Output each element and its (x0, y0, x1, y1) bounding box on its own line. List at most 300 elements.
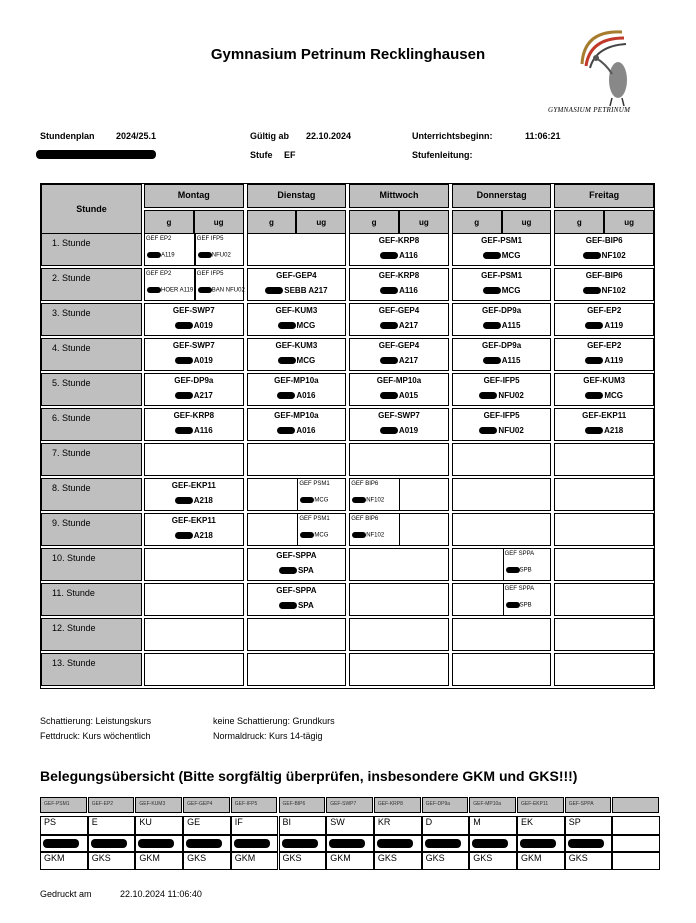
course-room (147, 252, 175, 259)
course-room (506, 602, 532, 609)
course-code: GEF-GEP4 (378, 341, 420, 350)
belegung-type: GKS (183, 852, 231, 870)
redaction (147, 287, 161, 293)
course-code: GEF-BIP6 (585, 236, 623, 245)
course-room (145, 356, 243, 365)
course-code: GEF-MP10a (376, 376, 422, 385)
course-room (300, 497, 328, 504)
course-code: GEF-EP2 (587, 306, 622, 315)
belegung-course: GEF-IFP5 (231, 797, 278, 813)
redaction (147, 252, 161, 258)
belegung-redacted (183, 835, 231, 852)
timetable-cell (452, 583, 552, 616)
redaction (520, 839, 556, 848)
course-code: GEF-EKP11 (171, 516, 216, 525)
belegung-type: GKS (469, 852, 517, 870)
belegung-type: GKS (565, 852, 613, 870)
redaction (175, 322, 193, 329)
course-code: GEF-IFP5 (483, 411, 520, 420)
redaction (278, 357, 296, 364)
belegung-redacted (517, 835, 565, 852)
belegung-course: GEF-MP10a (469, 797, 516, 813)
belegung-subject: PS (40, 816, 88, 835)
timetable-cell (144, 268, 244, 301)
room-label: A218 (193, 531, 213, 540)
sub-header-ug: ug (194, 210, 244, 234)
belegung-course: GEF-KUM3 (135, 797, 182, 813)
room-label: SPA (297, 601, 314, 610)
room-label: MCG (501, 286, 521, 295)
room-label: MCG (314, 497, 329, 504)
sub-header-ug: ug (296, 210, 346, 234)
timetable-cell (452, 653, 552, 686)
course-code: GEF-EKP11 (582, 411, 627, 420)
sub-header-g: g (452, 210, 502, 234)
belegung-subject: KR (374, 816, 422, 835)
belegung-subject: SP (565, 816, 613, 835)
timetable-cell (247, 233, 347, 266)
timetable-cell (144, 618, 244, 651)
belegung-course: GEF-SPPA (565, 797, 612, 813)
stunde-row-label: 4. Stunde (41, 338, 142, 371)
timetable-cell (349, 373, 449, 406)
belegung-redacted (422, 835, 470, 852)
redaction (175, 392, 193, 399)
legend-no-shading: keine Schattierung: Grundkurs (213, 716, 335, 726)
room-label: NF102 (601, 286, 626, 295)
belegung-redacted (231, 835, 279, 852)
school-logo (574, 24, 636, 108)
timetable-cell (554, 268, 654, 301)
redaction (278, 322, 296, 329)
timetable-cell (247, 583, 347, 616)
redaction (138, 839, 174, 848)
redaction (506, 602, 520, 608)
belegung-type: GKS (374, 852, 422, 870)
course-code: GEF BIP6 (351, 481, 379, 487)
room-label: A116 (399, 251, 418, 260)
timetable-cell (247, 548, 347, 581)
unterricht-value: 11:06:21 (525, 131, 561, 141)
room-label: NFU02 (211, 252, 231, 259)
course-code: GEF EP2 (146, 271, 172, 277)
school-title: Gymnasium Petrinum Recklinghausen (210, 46, 486, 63)
redacted-name (36, 150, 156, 159)
course-room (248, 356, 346, 365)
timetable-cell (349, 653, 449, 686)
printed-value: 22.10.2024 11:06:40 (120, 889, 202, 899)
belegung-course (612, 797, 659, 813)
room-label: A217 (193, 391, 213, 400)
course-code: GEF-MP10a (274, 411, 319, 420)
room-label: HOER A119 (161, 287, 194, 294)
timetable-cell (554, 408, 654, 441)
timetable-cell (554, 443, 654, 476)
course-room (453, 251, 551, 260)
legend-normal: Normaldruck: Kurs 14-tägig (213, 731, 323, 741)
timetable-cell (349, 338, 449, 371)
course-sub-cell (503, 549, 553, 580)
course-code: GEF IFP5 (196, 271, 224, 277)
course-room (350, 426, 448, 435)
timetable-cell (247, 478, 347, 511)
course-code: GEF-EP2 (587, 341, 622, 350)
course-code: GEF BIP6 (351, 516, 379, 522)
timetable-cell (247, 373, 347, 406)
belegung-type: GKM (40, 852, 88, 870)
course-room (453, 391, 551, 400)
course-code: GEF-KUM3 (275, 306, 318, 315)
day-header: Freitag (554, 184, 654, 208)
redaction (277, 427, 295, 434)
day-header: Dienstag (247, 184, 347, 208)
timetable-cell (247, 408, 347, 441)
belegung-subject: IF (231, 816, 279, 835)
redaction (175, 357, 193, 364)
course-room (248, 601, 346, 610)
timetable-cell (452, 443, 552, 476)
timetable-cell (452, 233, 552, 266)
room-label: MCG (296, 356, 316, 365)
redaction (300, 532, 314, 538)
timetable-cell (349, 408, 449, 441)
course-code: GEF-SWP7 (378, 411, 420, 420)
room-label: NF102 (601, 251, 626, 260)
timetable-cell (247, 653, 347, 686)
course-code: GEF PSM1 (299, 481, 330, 487)
timetable-cell (349, 303, 449, 336)
redaction (483, 322, 501, 329)
belegung-course: GEF-GEP4 (183, 797, 230, 813)
room-label: SEBB A217 (284, 286, 328, 295)
stufe-value: EF (284, 150, 296, 160)
redaction (352, 532, 366, 538)
timetable-cell (247, 513, 347, 546)
belegung-type: GKM (517, 852, 565, 870)
sub-header-g: g (144, 210, 194, 234)
room-label: A116 (399, 286, 418, 295)
belegung-course: GEF-EP2 (88, 797, 135, 813)
course-room (300, 532, 328, 539)
redaction (265, 287, 283, 294)
sub-header-g: g (349, 210, 399, 234)
redaction (377, 839, 413, 848)
timetable-cell (554, 653, 654, 686)
timetable-cell (554, 373, 654, 406)
course-code: GEF-BIP6 (585, 271, 623, 280)
redaction (300, 497, 314, 503)
timetable-cell (452, 513, 552, 546)
course-room (350, 391, 448, 400)
belegung-redacted (279, 835, 327, 852)
room-label: SPB (519, 567, 532, 574)
course-room (453, 321, 551, 330)
course-room (555, 426, 653, 435)
course-code: GEF-SPPA (276, 586, 317, 595)
stunde-row-label: 10. Stunde (41, 548, 142, 581)
course-code: GEF-KRP8 (378, 271, 420, 280)
course-room (506, 567, 532, 574)
room-label: A119 (604, 321, 624, 330)
day-header: Mittwoch (349, 184, 449, 208)
course-code: GEF SPPA (504, 586, 535, 592)
course-code: GEF IFP5 (196, 236, 224, 242)
belegung-subject (612, 816, 660, 835)
course-room (555, 286, 653, 295)
course-code: GEF-GEP4 (378, 306, 420, 315)
timetable-cell (349, 268, 449, 301)
belegung-redacted (469, 835, 517, 852)
course-room (145, 531, 243, 540)
belegung-redacted (40, 835, 88, 852)
timetable-cell (144, 408, 244, 441)
timetable-cell (144, 303, 244, 336)
course-room (145, 426, 243, 435)
timetable-cell (144, 373, 244, 406)
room-label: A019 (398, 426, 419, 435)
room-label: NF102 (366, 532, 385, 539)
stundenplan-label: Stundenplan (40, 131, 95, 141)
legend-shading: Schattierung: Leistungskurs (40, 716, 152, 726)
belegung-redacted (135, 835, 183, 852)
belegung-course: GEF-KRP8 (374, 797, 421, 813)
course-code: GEF-SWP7 (172, 306, 215, 315)
redaction (585, 427, 603, 434)
course-code: GEF-KRP8 (378, 236, 420, 245)
course-room (147, 287, 193, 294)
stunde-row-label: 1. Stunde (41, 233, 142, 266)
room-label: NFU02 (498, 391, 524, 400)
sub-header-ug: ug (399, 210, 449, 234)
timetable-cell (247, 443, 347, 476)
belegung-course: GEF-BIP6 (279, 797, 326, 813)
belegung-type: GKM (326, 852, 374, 870)
redaction (425, 839, 461, 848)
timetable-cell (554, 548, 654, 581)
belegung-type: GKM (231, 852, 279, 870)
room-label: A218 (604, 426, 624, 435)
stunde-row-label: 5. Stunde (41, 373, 142, 406)
belegung-type: GKS (422, 852, 470, 870)
room-label: MCG (296, 321, 316, 330)
stunde-row-label: 12. Stunde (41, 618, 142, 651)
course-room (350, 356, 448, 365)
course-sub-cell (350, 479, 400, 510)
room-label: A015 (398, 391, 419, 400)
redaction (585, 322, 603, 329)
timetable-cell (247, 303, 347, 336)
redaction (198, 287, 212, 293)
timetable-cell (452, 303, 552, 336)
timetable-cell (144, 548, 244, 581)
redaction (568, 839, 604, 848)
sub-header-g: g (247, 210, 297, 234)
timetable-cell (554, 618, 654, 651)
stunde-row-label: 2. Stunde (41, 268, 142, 301)
redaction (380, 322, 398, 329)
course-code: GEF PSM1 (299, 516, 330, 522)
timetable-cell (349, 233, 449, 266)
timetable-cell (349, 478, 449, 511)
room-label: MCG (501, 251, 521, 260)
belegung-subject: KU (135, 816, 183, 835)
room-label: A019 (193, 356, 213, 365)
belegung-subject: D (422, 816, 470, 835)
course-room (248, 426, 346, 435)
course-room (350, 286, 448, 295)
room-label: A016 (296, 426, 316, 435)
timetable-cell (349, 443, 449, 476)
room-label: SPB (519, 602, 532, 609)
redaction (472, 839, 508, 848)
course-room (555, 251, 653, 260)
timetable-cell (452, 268, 552, 301)
timetable-cell (247, 268, 347, 301)
belegung-subject: EK (517, 816, 565, 835)
course-room (555, 391, 653, 400)
course-sub-cell (195, 234, 245, 265)
redaction (277, 392, 295, 399)
timetable-cell (349, 618, 449, 651)
redaction (198, 252, 212, 258)
course-sub-cell (195, 269, 245, 300)
course-code: GEF-GEP4 (276, 271, 317, 280)
belegung-subject: M (469, 816, 517, 835)
redaction (585, 357, 603, 364)
sub-header-g: g (554, 210, 604, 234)
redaction (380, 287, 398, 294)
belegung-subject: BI (279, 816, 327, 835)
course-code: GEF-DP9a (482, 306, 522, 315)
gueltig-label: Gültig ab (250, 131, 289, 141)
belegung-course: GEF-EKP11 (517, 797, 564, 813)
course-code: GEF EP2 (146, 236, 172, 242)
stunde-row-label: 9. Stunde (41, 513, 142, 546)
stunde-row-label: 13. Stunde (41, 653, 142, 686)
course-code: GEF-KRP8 (173, 411, 215, 420)
sub-header-ug: ug (604, 210, 654, 234)
redaction (483, 357, 501, 364)
legend-bold: Fettdruck: Kurs wöchentlich (40, 731, 151, 741)
timetable-cell (554, 303, 654, 336)
course-code: GEF-KUM3 (583, 376, 626, 385)
day-header: Montag (144, 184, 244, 208)
belegung-redacted (612, 835, 660, 852)
gueltig-value: 22.10.2024 (306, 131, 352, 141)
timetable-cell (554, 233, 654, 266)
room-label: MCG (314, 532, 329, 539)
course-room (350, 321, 448, 330)
stunde-row-label: 11. Stunde (41, 583, 142, 616)
course-room (248, 566, 346, 575)
room-label: A115 (501, 356, 521, 365)
redaction (282, 839, 318, 848)
course-sub-cell (297, 479, 347, 510)
redaction (352, 497, 366, 503)
sub-header-ug: ug (502, 210, 552, 234)
unterricht-label: Unterrichtsbeginn: (412, 131, 493, 141)
redaction (43, 839, 79, 848)
stundenplan-value: 2024/25.1 (116, 131, 157, 141)
timetable-cell (554, 583, 654, 616)
room-label: BAN NFU02 (211, 287, 245, 294)
course-room (198, 252, 231, 259)
redaction (585, 392, 603, 399)
redaction (583, 252, 601, 259)
timetable-cell (349, 548, 449, 581)
printed-label: Gedruckt am (40, 889, 92, 899)
room-label: A218 (193, 496, 213, 505)
course-sub-cell (503, 584, 553, 615)
belegung-redacted (88, 835, 136, 852)
redaction (506, 567, 520, 573)
timetable (40, 183, 655, 689)
logo-text: GYMNASIUM PETRINUM (548, 106, 631, 114)
course-code: GEF-PSM1 (481, 236, 523, 245)
room-label: A116 (193, 426, 213, 435)
course-room (248, 321, 346, 330)
belegung-subject: E (88, 816, 136, 835)
course-room (555, 321, 653, 330)
room-label: A217 (398, 356, 419, 365)
course-code: GEF-MP10a (274, 376, 319, 385)
belegung-type: GKS (279, 852, 327, 870)
redaction (175, 497, 193, 504)
room-label: A115 (501, 321, 521, 330)
course-room (352, 532, 384, 539)
course-room (248, 391, 346, 400)
redaction (175, 532, 193, 539)
timetable-cell (452, 618, 552, 651)
redaction (479, 392, 497, 399)
course-room (145, 391, 243, 400)
redaction (380, 252, 398, 259)
stunde-header: Stunde (41, 184, 142, 234)
timetable-cell (144, 653, 244, 686)
stufenleitung-label: Stufenleitung: (412, 150, 473, 160)
timetable-cell (554, 338, 654, 371)
room-label: A019 (193, 321, 213, 330)
timetable-cell (144, 233, 244, 266)
room-label: A217 (398, 321, 419, 330)
belegung-redacted (374, 835, 422, 852)
timetable-cell (144, 513, 244, 546)
course-room (453, 356, 551, 365)
room-label: NF102 (366, 497, 385, 504)
course-code: GEF SPPA (504, 551, 535, 557)
redaction (279, 602, 297, 609)
course-sub-cell (350, 514, 400, 545)
timetable-cell (554, 513, 654, 546)
belegung-subject: SW (326, 816, 374, 835)
belegung-type: GKM (135, 852, 183, 870)
timetable-cell (452, 408, 552, 441)
course-code: GEF-DP9a (174, 376, 214, 385)
redaction (91, 839, 127, 848)
timetable-cell (349, 513, 449, 546)
course-room (453, 286, 551, 295)
room-label: A016 (296, 391, 316, 400)
course-code: GEF-EKP11 (171, 481, 216, 490)
belegung-title: Belegungsübersicht (Bitte sorgfältig überprüfen, insbesondere GKM und GKS!!!) (40, 768, 578, 784)
day-header: Donnerstag (452, 184, 552, 208)
timetable-cell (144, 338, 244, 371)
course-room (198, 287, 245, 294)
course-room (145, 496, 243, 505)
course-code: GEF-IFP5 (483, 376, 520, 385)
redaction (483, 252, 501, 259)
redaction (380, 357, 398, 364)
